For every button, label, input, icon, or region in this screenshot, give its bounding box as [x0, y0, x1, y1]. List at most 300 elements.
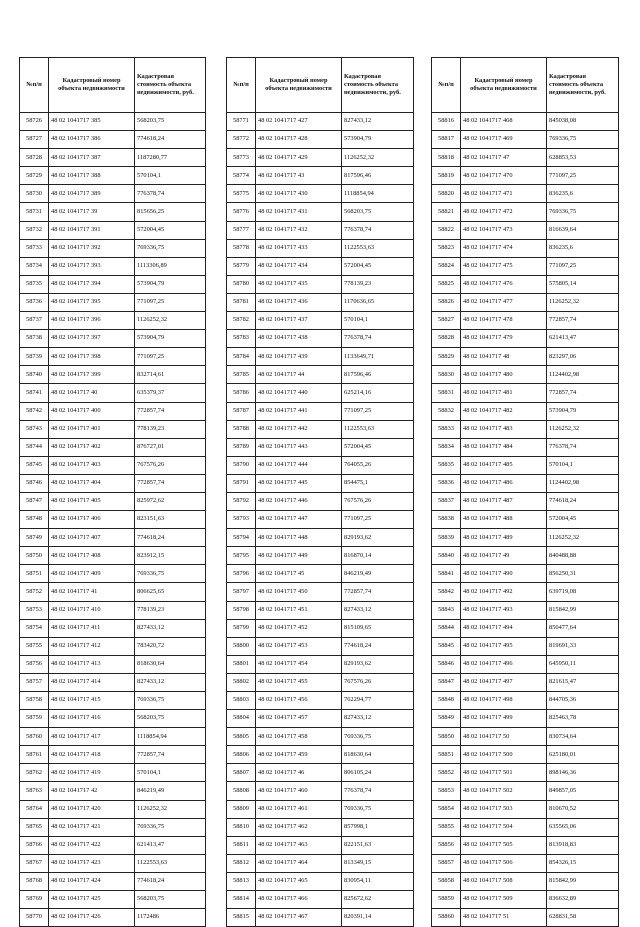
cadastral-value-cell: 568203,75	[135, 710, 206, 728]
cadastral-number-cell: 48 02 1041717 465	[256, 872, 342, 890]
cadastral-number-cell: 48 02 1041717 409	[49, 565, 135, 583]
table-row	[432, 673, 619, 691]
table-row	[20, 601, 206, 619]
cadastral-value-cell: 1133649,71	[342, 348, 414, 366]
row-number: 58808	[227, 782, 256, 800]
header-cadastral-number: Кадастровый номер объекта недвижимости	[461, 58, 547, 113]
cadastral-number-cell: 48 02 1041717 417	[49, 728, 135, 746]
row-number: 58730	[20, 185, 49, 203]
cadastral-number-cell: 48 02 1041717 482	[461, 402, 547, 420]
cadastral-value-cell: 776378,74	[342, 782, 414, 800]
cadastral-value-cell: 817596,46	[342, 366, 414, 384]
cadastral-number-cell: 48 02 1041717 49	[461, 547, 547, 565]
cadastral-number-cell: 48 02 1041717 385	[49, 113, 135, 131]
row-number: 58823	[432, 239, 461, 257]
table-row	[20, 312, 206, 330]
row-number: 58805	[227, 728, 256, 746]
cadastral-number-cell: 48 02 1041717 435	[256, 275, 342, 293]
row-number: 58748	[20, 511, 49, 529]
cadastral-number-cell: 48 02 1041717 501	[461, 764, 547, 782]
cadastral-value-cell: 575805,14	[547, 275, 619, 293]
cadastral-value-cell: 776378,74	[547, 438, 619, 456]
row-number: 58856	[432, 836, 461, 854]
cadastral-number-cell: 48 02 1041717 407	[49, 529, 135, 547]
table-row	[20, 547, 206, 565]
cadastral-value-cell: 769336,75	[547, 203, 619, 221]
table-row	[20, 384, 206, 402]
cadastral-number-cell: 48 02 1041717 442	[256, 420, 342, 438]
cadastral-value-cell: 572004,45	[342, 438, 414, 456]
row-number: 58780	[227, 275, 256, 293]
cadastral-value-cell: 769336,75	[547, 131, 619, 149]
cadastral-value-cell: 854326,15	[547, 854, 619, 872]
row-number: 58731	[20, 203, 49, 221]
table-row	[20, 402, 206, 420]
row-number: 58806	[227, 746, 256, 764]
row-number: 58781	[227, 293, 256, 311]
row-number: 58824	[432, 257, 461, 275]
cadastral-value-cell: 827433,12	[135, 673, 206, 691]
cadastral-number-cell: 48 02 1041717 502	[461, 782, 547, 800]
row-number: 58746	[20, 474, 49, 492]
cadastral-value-cell: 823912,15	[135, 547, 206, 565]
table-row	[432, 565, 619, 583]
cadastral-number-cell: 48 02 1041717 461	[256, 800, 342, 818]
cadastral-value-cell: 1124402,98	[547, 366, 619, 384]
table-row	[227, 456, 414, 474]
cadastral-value-cell: 774618,24	[547, 492, 619, 510]
cadastral-number-cell: 48 02 1041717 388	[49, 167, 135, 185]
table-row	[432, 836, 619, 854]
cadastral-value-cell: 774618,24	[135, 529, 206, 547]
cadastral-value-cell: 846219,49	[135, 782, 206, 800]
cadastral-value-cell: 570104,1	[342, 312, 414, 330]
row-number: 58727	[20, 131, 49, 149]
table-row	[20, 764, 206, 782]
cadastral-value-cell: 573904,79	[342, 131, 414, 149]
row-number: 58769	[20, 891, 49, 909]
cadastral-number-cell: 48 02 1041717 506	[461, 854, 547, 872]
cadastral-number-cell: 48 02 1041717 40	[49, 384, 135, 402]
cadastral-number-cell: 48 02 1041717 386	[49, 131, 135, 149]
cadastral-number-cell: 48 02 1041717 462	[256, 818, 342, 836]
cadastral-value-cell: 776378,74	[342, 221, 414, 239]
table-row	[432, 710, 619, 728]
row-number: 58752	[20, 583, 49, 601]
table-row	[227, 167, 414, 185]
table-row	[432, 655, 619, 673]
table-row	[432, 474, 619, 492]
cadastral-number-cell: 48 02 1041717 431	[256, 203, 342, 221]
row-number: 58754	[20, 619, 49, 637]
row-number: 58778	[227, 239, 256, 257]
table-row	[227, 185, 414, 203]
cadastral-value-cell: 573904,79	[135, 330, 206, 348]
cadastral-value-cell: 572004,45	[547, 511, 619, 529]
cadastral-number-cell: 48 02 1041717 468	[461, 113, 547, 131]
cadastral-number-cell: 48 02 1041717 425	[49, 891, 135, 909]
cadastral-value-cell: 621413,47	[547, 330, 619, 348]
table-row	[432, 601, 619, 619]
row-number: 58802	[227, 673, 256, 691]
cadastral-value-cell: 772857,74	[342, 583, 414, 601]
cadastral-value-cell: 857998,1	[342, 818, 414, 836]
cadastral-value-cell: 836235,6	[547, 185, 619, 203]
cadastral-number-cell: 48 02 1041717 47	[461, 149, 547, 167]
table-row	[432, 330, 619, 348]
cadastral-value-cell: 825463,78	[547, 710, 619, 728]
cadastral-number-cell: 48 02 1041717 45	[256, 565, 342, 583]
cadastral-number-cell: 48 02 1041717 494	[461, 619, 547, 637]
row-number: 58849	[432, 710, 461, 728]
cadastral-number-cell: 48 02 1041717 402	[49, 438, 135, 456]
cadastral-value-cell: 778139,23	[342, 275, 414, 293]
table-row	[432, 384, 619, 402]
cadastral-number-cell: 48 02 1041717 399	[49, 366, 135, 384]
table-row	[227, 746, 414, 764]
row-number: 58859	[432, 891, 461, 909]
cadastral-number-cell: 48 02 1041717 505	[461, 836, 547, 854]
table-header-row	[227, 58, 414, 113]
cadastral-value-cell: 1126252,32	[135, 800, 206, 818]
cadastral-value-cell: 771097,25	[135, 293, 206, 311]
cadastral-value-cell: 771097,25	[547, 167, 619, 185]
cadastral-value-cell: 849857,05	[547, 782, 619, 800]
cadastral-value-cell: 570104,1	[547, 456, 619, 474]
cadastral-number-cell: 48 02 1041717 508	[461, 872, 547, 890]
row-number: 58851	[432, 746, 461, 764]
row-number: 58817	[432, 131, 461, 149]
cadastral-number-cell: 48 02 1041717 467	[256, 909, 342, 927]
row-number: 58810	[227, 818, 256, 836]
table-row	[20, 655, 206, 673]
cadastral-number-cell: 48 02 1041717 42	[49, 782, 135, 800]
cadastral-number-cell: 48 02 1041717 496	[461, 655, 547, 673]
table-row	[227, 293, 414, 311]
table-row	[20, 330, 206, 348]
cadastral-number-cell: 48 02 1041717 415	[49, 692, 135, 710]
row-number: 58764	[20, 800, 49, 818]
table-row	[227, 330, 414, 348]
cadastral-number-cell: 48 02 1041717 397	[49, 330, 135, 348]
cadastral-value-cell: 767576,26	[342, 673, 414, 691]
cadastral-value-cell: 830954,11	[342, 872, 414, 890]
table-row	[227, 800, 414, 818]
cadastral-number-cell: 48 02 1041717 430	[256, 185, 342, 203]
table-row	[432, 239, 619, 257]
cadastral-value-cell: 767576,26	[342, 492, 414, 510]
cadastral-number-cell: 48 02 1041717 403	[49, 456, 135, 474]
cadastral-number-cell: 48 02 1041717 455	[256, 673, 342, 691]
row-number: 58819	[432, 167, 461, 185]
table-row	[227, 402, 414, 420]
cadastral-value-cell: 572004,45	[342, 257, 414, 275]
table-row	[227, 420, 414, 438]
table-row	[432, 692, 619, 710]
row-number: 58834	[432, 438, 461, 456]
cadastral-value-cell: 846219,49	[342, 565, 414, 583]
row-number: 58841	[432, 565, 461, 583]
table-row	[432, 366, 619, 384]
row-number: 58798	[227, 601, 256, 619]
cadastral-number-cell: 48 02 1041717 438	[256, 330, 342, 348]
table-row	[227, 619, 414, 637]
cadastral-number-cell: 48 02 1041717 477	[461, 293, 547, 311]
table-row	[227, 203, 414, 221]
cadastral-number-cell: 48 02 1041717 398	[49, 348, 135, 366]
cadastral-value-cell: 818630,64	[135, 655, 206, 673]
table-row	[227, 113, 414, 131]
cadastral-value-cell: 769336,75	[135, 239, 206, 257]
cadastral-value-cell: 815842,99	[547, 872, 619, 890]
row-number: 58728	[20, 149, 49, 167]
table-row	[227, 637, 414, 655]
table-row	[227, 854, 414, 872]
cadastral-number-cell: 48 02 1041717 498	[461, 692, 547, 710]
cadastral-number-cell: 48 02 1041717 444	[256, 456, 342, 474]
table-row	[432, 131, 619, 149]
cadastral-value-cell: 1126252,32	[547, 293, 619, 311]
cadastral-value-cell: 645950,11	[547, 655, 619, 673]
table-row	[227, 692, 414, 710]
cadastral-value-cell: 876727,01	[135, 438, 206, 456]
cadastral-value-cell: 1187280,77	[135, 149, 206, 167]
row-number: 58736	[20, 293, 49, 311]
table-row	[227, 891, 414, 909]
cadastral-value-cell: 1126252,32	[547, 420, 619, 438]
row-number: 58820	[432, 185, 461, 203]
table-row	[20, 113, 206, 131]
table-row	[20, 782, 206, 800]
cadastral-value-cell: 772857,74	[135, 746, 206, 764]
row-number: 58745	[20, 456, 49, 474]
cadastral-number-cell: 48 02 1041717 423	[49, 854, 135, 872]
table-row	[227, 511, 414, 529]
cadastral-value-cell: 840488,88	[547, 547, 619, 565]
row-number: 58828	[432, 330, 461, 348]
row-number: 58793	[227, 511, 256, 529]
table-row	[432, 149, 619, 167]
row-number: 58850	[432, 728, 461, 746]
cadastral-value-cell: 821615,47	[547, 673, 619, 691]
cadastral-value-cell: 819691,33	[547, 637, 619, 655]
row-number: 58783	[227, 330, 256, 348]
cadastral-number-cell: 48 02 1041717 457	[256, 710, 342, 728]
row-number: 58797	[227, 583, 256, 601]
cadastral-number-cell: 48 02 1041717 456	[256, 692, 342, 710]
cadastral-number-cell: 48 02 1041717 427	[256, 113, 342, 131]
cadastral-number-cell: 48 02 1041717 420	[49, 800, 135, 818]
row-number: 58803	[227, 692, 256, 710]
cadastral-value-cell: 778139,23	[135, 420, 206, 438]
cadastral-number-cell: 48 02 1041717 396	[49, 312, 135, 330]
row-number: 58756	[20, 655, 49, 673]
cadastral-number-cell: 48 02 1041717 432	[256, 221, 342, 239]
table-row	[432, 547, 619, 565]
row-number: 58738	[20, 330, 49, 348]
cadastral-number-cell: 48 02 1041717 48	[461, 348, 547, 366]
row-number: 58790	[227, 456, 256, 474]
cadastral-number-cell: 48 02 1041717 394	[49, 275, 135, 293]
row-number: 58758	[20, 692, 49, 710]
table-row	[432, 782, 619, 800]
cadastral-number-cell: 48 02 1041717 387	[49, 149, 135, 167]
row-number: 58835	[432, 456, 461, 474]
row-number: 58852	[432, 764, 461, 782]
table-row	[20, 492, 206, 510]
cadastral-number-cell: 48 02 1041717 447	[256, 511, 342, 529]
table-row	[432, 312, 619, 330]
row-number: 58827	[432, 312, 461, 330]
cadastral-value-cell: 769336,75	[342, 728, 414, 746]
cadastral-number-cell: 48 02 1041717 434	[256, 257, 342, 275]
cadastral-number-cell: 48 02 1041717 488	[461, 511, 547, 529]
row-number: 58776	[227, 203, 256, 221]
table-row	[432, 637, 619, 655]
cadastral-number-cell: 48 02 1041717 436	[256, 293, 342, 311]
row-number: 58785	[227, 366, 256, 384]
cadastral-number-cell: 48 02 1041717 445	[256, 474, 342, 492]
cadastral-number-cell: 48 02 1041717 495	[461, 637, 547, 655]
row-number: 58838	[432, 511, 461, 529]
cadastral-value-cell: 568203,75	[342, 203, 414, 221]
row-number: 58832	[432, 402, 461, 420]
cadastral-number-cell: 48 02 1041717 443	[256, 438, 342, 456]
row-number: 58813	[227, 872, 256, 890]
cadastral-value-cell: 815842,99	[547, 601, 619, 619]
cadastral-number-cell: 48 02 1041717 463	[256, 836, 342, 854]
cadastral-number-cell: 48 02 1041717 414	[49, 673, 135, 691]
cadastral-value-cell: 845038,08	[547, 113, 619, 131]
cadastral-number-cell: 48 02 1041717 412	[49, 637, 135, 655]
header-cadastral-number: Кадастровый номер объекта недвижимости	[256, 58, 342, 113]
row-number: 58807	[227, 764, 256, 782]
cadastral-value-cell: 769336,75	[135, 818, 206, 836]
table-row	[227, 239, 414, 257]
row-number: 58842	[432, 583, 461, 601]
cadastral-number-cell: 48 02 1041717 393	[49, 257, 135, 275]
row-number: 58755	[20, 637, 49, 655]
row-number: 58753	[20, 601, 49, 619]
cadastral-value-cell: 772857,74	[135, 402, 206, 420]
row-number: 58791	[227, 474, 256, 492]
cadastral-number-cell: 48 02 1041717 449	[256, 547, 342, 565]
row-number: 58840	[432, 547, 461, 565]
cadastral-number-cell: 48 02 1041717 466	[256, 891, 342, 909]
cadastral-value-cell: 568203,75	[135, 113, 206, 131]
row-number: 58787	[227, 402, 256, 420]
cadastral-number-cell: 48 02 1041717 460	[256, 782, 342, 800]
cadastral-table-2	[226, 57, 414, 927]
cadastral-value-cell: 844705,36	[547, 692, 619, 710]
table-row	[227, 474, 414, 492]
table-row	[20, 149, 206, 167]
cadastral-table-1	[19, 57, 206, 927]
table-row	[20, 420, 206, 438]
cadastral-value-cell: 573904,79	[135, 275, 206, 293]
row-number: 58836	[432, 474, 461, 492]
cadastral-value-cell: 774618,24	[135, 872, 206, 890]
table-row	[432, 402, 619, 420]
cadastral-number-cell: 48 02 1041717 406	[49, 511, 135, 529]
table-row	[227, 673, 414, 691]
table-body	[20, 113, 206, 927]
table-row	[432, 113, 619, 131]
cadastral-value-cell: 823151,63	[135, 511, 206, 529]
row-number: 58860	[432, 909, 461, 927]
row-number: 58831	[432, 384, 461, 402]
cadastral-value-cell: 820391,14	[342, 909, 414, 927]
cadastral-value-cell: 778139,23	[135, 601, 206, 619]
row-number: 58741	[20, 384, 49, 402]
cadastral-value-cell: 806105,24	[342, 764, 414, 782]
table-row	[432, 800, 619, 818]
table-row	[227, 782, 414, 800]
cadastral-number-cell: 48 02 1041717 450	[256, 583, 342, 601]
cadastral-value-cell: 827433,12	[342, 113, 414, 131]
row-number: 58742	[20, 402, 49, 420]
row-number: 58737	[20, 312, 49, 330]
row-number: 58822	[432, 221, 461, 239]
cadastral-number-cell: 48 02 1041717 392	[49, 239, 135, 257]
cadastral-number-cell: 48 02 1041717 470	[461, 167, 547, 185]
cadastral-value-cell: 764055,26	[342, 456, 414, 474]
cadastral-value-cell: 1170636,65	[342, 293, 414, 311]
row-number: 58858	[432, 872, 461, 890]
table-header-row	[20, 58, 206, 113]
row-number: 58815	[227, 909, 256, 927]
cadastral-number-cell: 48 02 1041717 490	[461, 565, 547, 583]
table-row	[432, 854, 619, 872]
cadastral-number-cell: 48 02 1041717 400	[49, 402, 135, 420]
table-row	[20, 872, 206, 890]
row-number: 58792	[227, 492, 256, 510]
row-number: 58750	[20, 547, 49, 565]
cadastral-number-cell: 48 02 1041717 437	[256, 312, 342, 330]
row-number: 58729	[20, 167, 49, 185]
row-number: 58774	[227, 167, 256, 185]
table-row	[20, 673, 206, 691]
row-number: 58784	[227, 348, 256, 366]
table-row	[432, 909, 619, 927]
cadastral-number-cell: 48 02 1041717 499	[461, 710, 547, 728]
table-row	[432, 420, 619, 438]
cadastral-value-cell: 783420,72	[135, 637, 206, 655]
cadastral-number-cell: 48 02 1041717 422	[49, 836, 135, 854]
table-row	[432, 456, 619, 474]
cadastral-value-cell: 898146,36	[547, 764, 619, 782]
row-number: 58833	[432, 420, 461, 438]
table-row	[432, 891, 619, 909]
table-row	[20, 438, 206, 456]
cadastral-value-cell: 836235,6	[547, 239, 619, 257]
row-number: 58788	[227, 420, 256, 438]
table-row	[20, 221, 206, 239]
row-number: 58853	[432, 782, 461, 800]
header-cadastral-value: Кадастровая стоимость объекта недвижимости, руб.	[547, 58, 619, 113]
table-row	[432, 275, 619, 293]
table-row	[20, 456, 206, 474]
cadastral-number-cell: 48 02 1041717 418	[49, 746, 135, 764]
cadastral-number-cell: 48 02 1041717 51	[461, 909, 547, 927]
cadastral-value-cell: 856250,31	[547, 565, 619, 583]
row-number: 58847	[432, 673, 461, 691]
cadastral-number-cell: 48 02 1041717 483	[461, 420, 547, 438]
cadastral-value-cell: 771097,25	[342, 511, 414, 529]
table-row	[432, 818, 619, 836]
row-number: 58782	[227, 312, 256, 330]
cadastral-value-cell: 1172486	[135, 909, 206, 927]
